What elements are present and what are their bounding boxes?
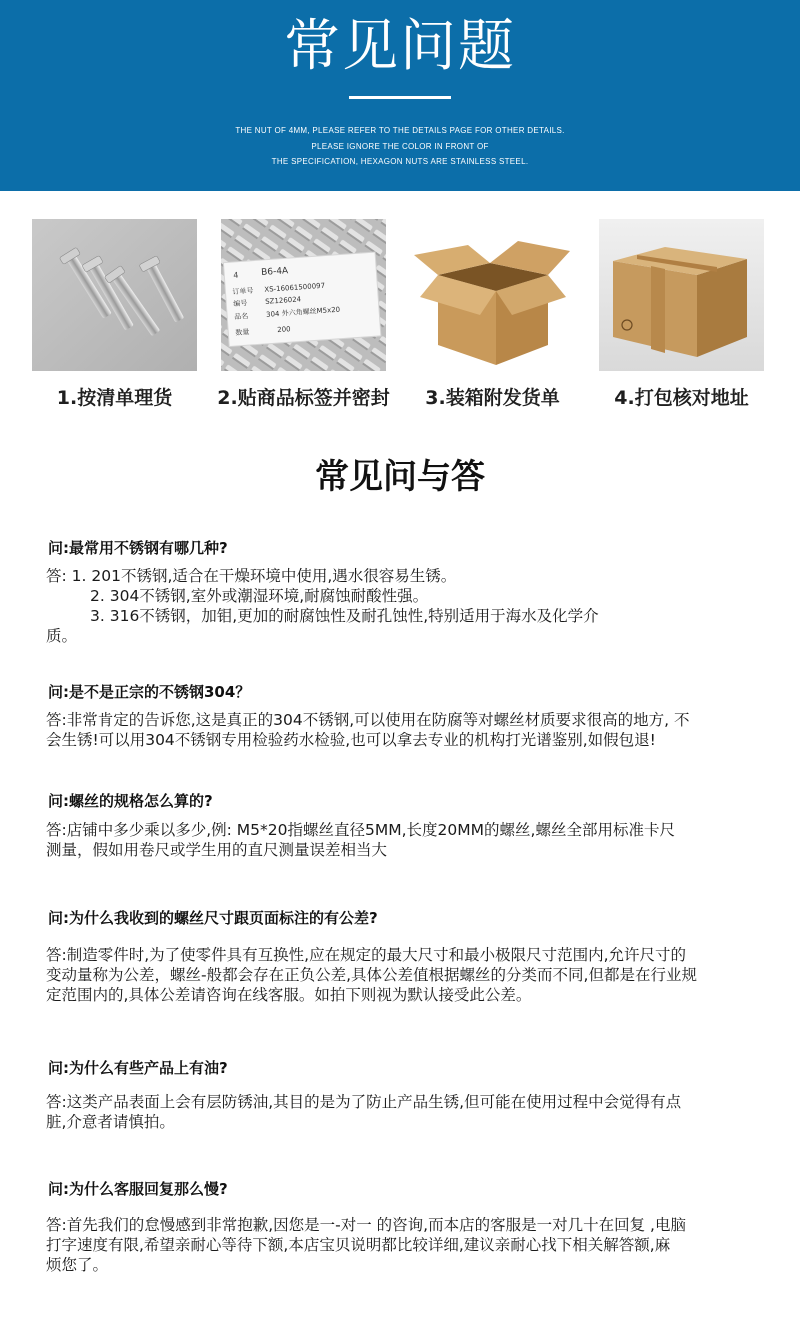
tag-row-code-key: 编号 [233,299,248,309]
answer-line: 2. 304不锈钢,室外或潮湿环境,耐腐蚀耐酸性强。 [90,587,429,605]
answer-line: 答:店铺中多少乘以多少,例: M5*20指螺丝直径5MM,长度20MM的螺丝,螺丝全部用标准卡尺 [46,821,675,839]
answer-line: 3. 316不锈钢，加钼,更加的耐腐蚀性及耐孔蚀性,特别适用于海水及化学介 [90,607,599,625]
answer-line: 脏,介意者请慎拍。 [46,1113,175,1131]
answer-line: 烦您了。 [46,1256,109,1274]
banner-note-line-2: PLEASE IGNORE THE COLOR IN FRONT OF [311,142,489,151]
tag-number: 4 [233,270,239,281]
tag-row-qty-value: 200 [276,325,291,335]
faq-question-2: 问:是不是正宗的不锈钢304？ [48,683,251,701]
answer-line: 质。 [46,627,78,645]
step-1-label: 1.按清单理货 [56,387,173,409]
banner-note-line-3: THE SPECIFICATION, HEXAGON NUTS ARE STAINLESS STEEL. [271,157,529,166]
faq-answer-2 [46,710,758,750]
answer-line: 会生锈!可以用304不锈钢专用检验药水检验,也可以拿去专业的机构打光谱鉴别,如假包退! [46,731,656,749]
tag-row-qty-key: 数量 [235,328,250,338]
faq-answer-1 [46,566,758,646]
faq-question-1: 问:最常用不锈钢有哪几种? [48,539,228,557]
answer-line: 答:首先我们的怠慢感到非常抱歉,因您是一-对一 的咨询,而本店的客服是一对几十在回复 ,电脑 [46,1216,686,1234]
banner-note-line-1: THE NUT OF 4MM, PLEASE REFER TO THE DETAILS PAGE FOR OTHER DETAILS. [235,126,565,135]
answer-line: 打字速度有限,希望亲耐心等待下额,本店宝贝说明都比较详细,建议亲耐心找下相关解答额,麻 [46,1236,671,1254]
answer-line: 测量，假如用卷尺或学生用的直尺测量误差相当大 [46,841,388,859]
faq-question-3: 问:螺丝的规格怎么算的? [48,792,213,810]
answer-line: 变动量称为公差，螺丝-般都会存在正负公差,具体公差值根据螺丝的分类而不同,但都是在行业规 [46,966,697,984]
tag-row-order-key: 订单号 [232,286,254,297]
header-banner [0,0,800,191]
faq-question-4: 问:为什么我收到的螺丝尺寸跟页面标注的有公差? [48,909,378,927]
tag-row-order-value: XS-16061500097 [264,281,326,294]
title-underline [349,96,451,99]
answer-line: 答:非常肯定的告诉您,这是真正的304不锈钢,可以使用在防腐等对螺丝材质要求很高的地方, 不 [46,711,690,729]
tag-row-code-value: SZ126024 [264,295,302,306]
faq-answer-4 [46,945,758,1005]
banner-title: 常见问题 [284,14,516,79]
sealed-box-photo [599,219,764,371]
faq-question-5: 问:为什么有些产品上有油? [48,1059,228,1077]
labeled-bag-photo [221,219,386,371]
tag-row-name-value: 304 外六角螺丝M5x20 [265,305,341,319]
faq-answer-3 [46,820,758,860]
faq-question-6: 问:为什么客服回复那么慢? [48,1180,228,1198]
step-4-label: 4.打包核对地址 [614,387,749,409]
answer-line: 答: 1. 201不锈钢,适合在干燥环境中使用,遇水很容易生锈。 [46,567,457,585]
faq-answer-5 [46,1092,758,1132]
faq-section-title: 常见问与答 [315,457,485,497]
answer-line: 答:制造零件时,为了使零件具有互换性,应在规定的最大尺寸和最小极限尺寸范围内,允许尺寸的 [46,946,687,964]
tag-code: B6-4A [260,266,289,279]
faq-answer-6 [46,1215,758,1275]
step-2-label: 2.贴商品标签并密封 [217,387,390,409]
screws-photo [32,219,197,371]
step-3-label: 3.装箱附发货单 [425,387,560,409]
answer-line: 定范围内的,具体公差请咨询在线客服。如拍下则视为默认接受此公差。 [46,986,532,1004]
open-box-photo [410,219,575,371]
answer-line: 答:这类产品表面上会有层防锈油,其目的是为了防止产品生锈,但可能在使用过程中会觉得有点 [46,1093,682,1111]
tag-row-name-key: 品名 [233,312,249,322]
